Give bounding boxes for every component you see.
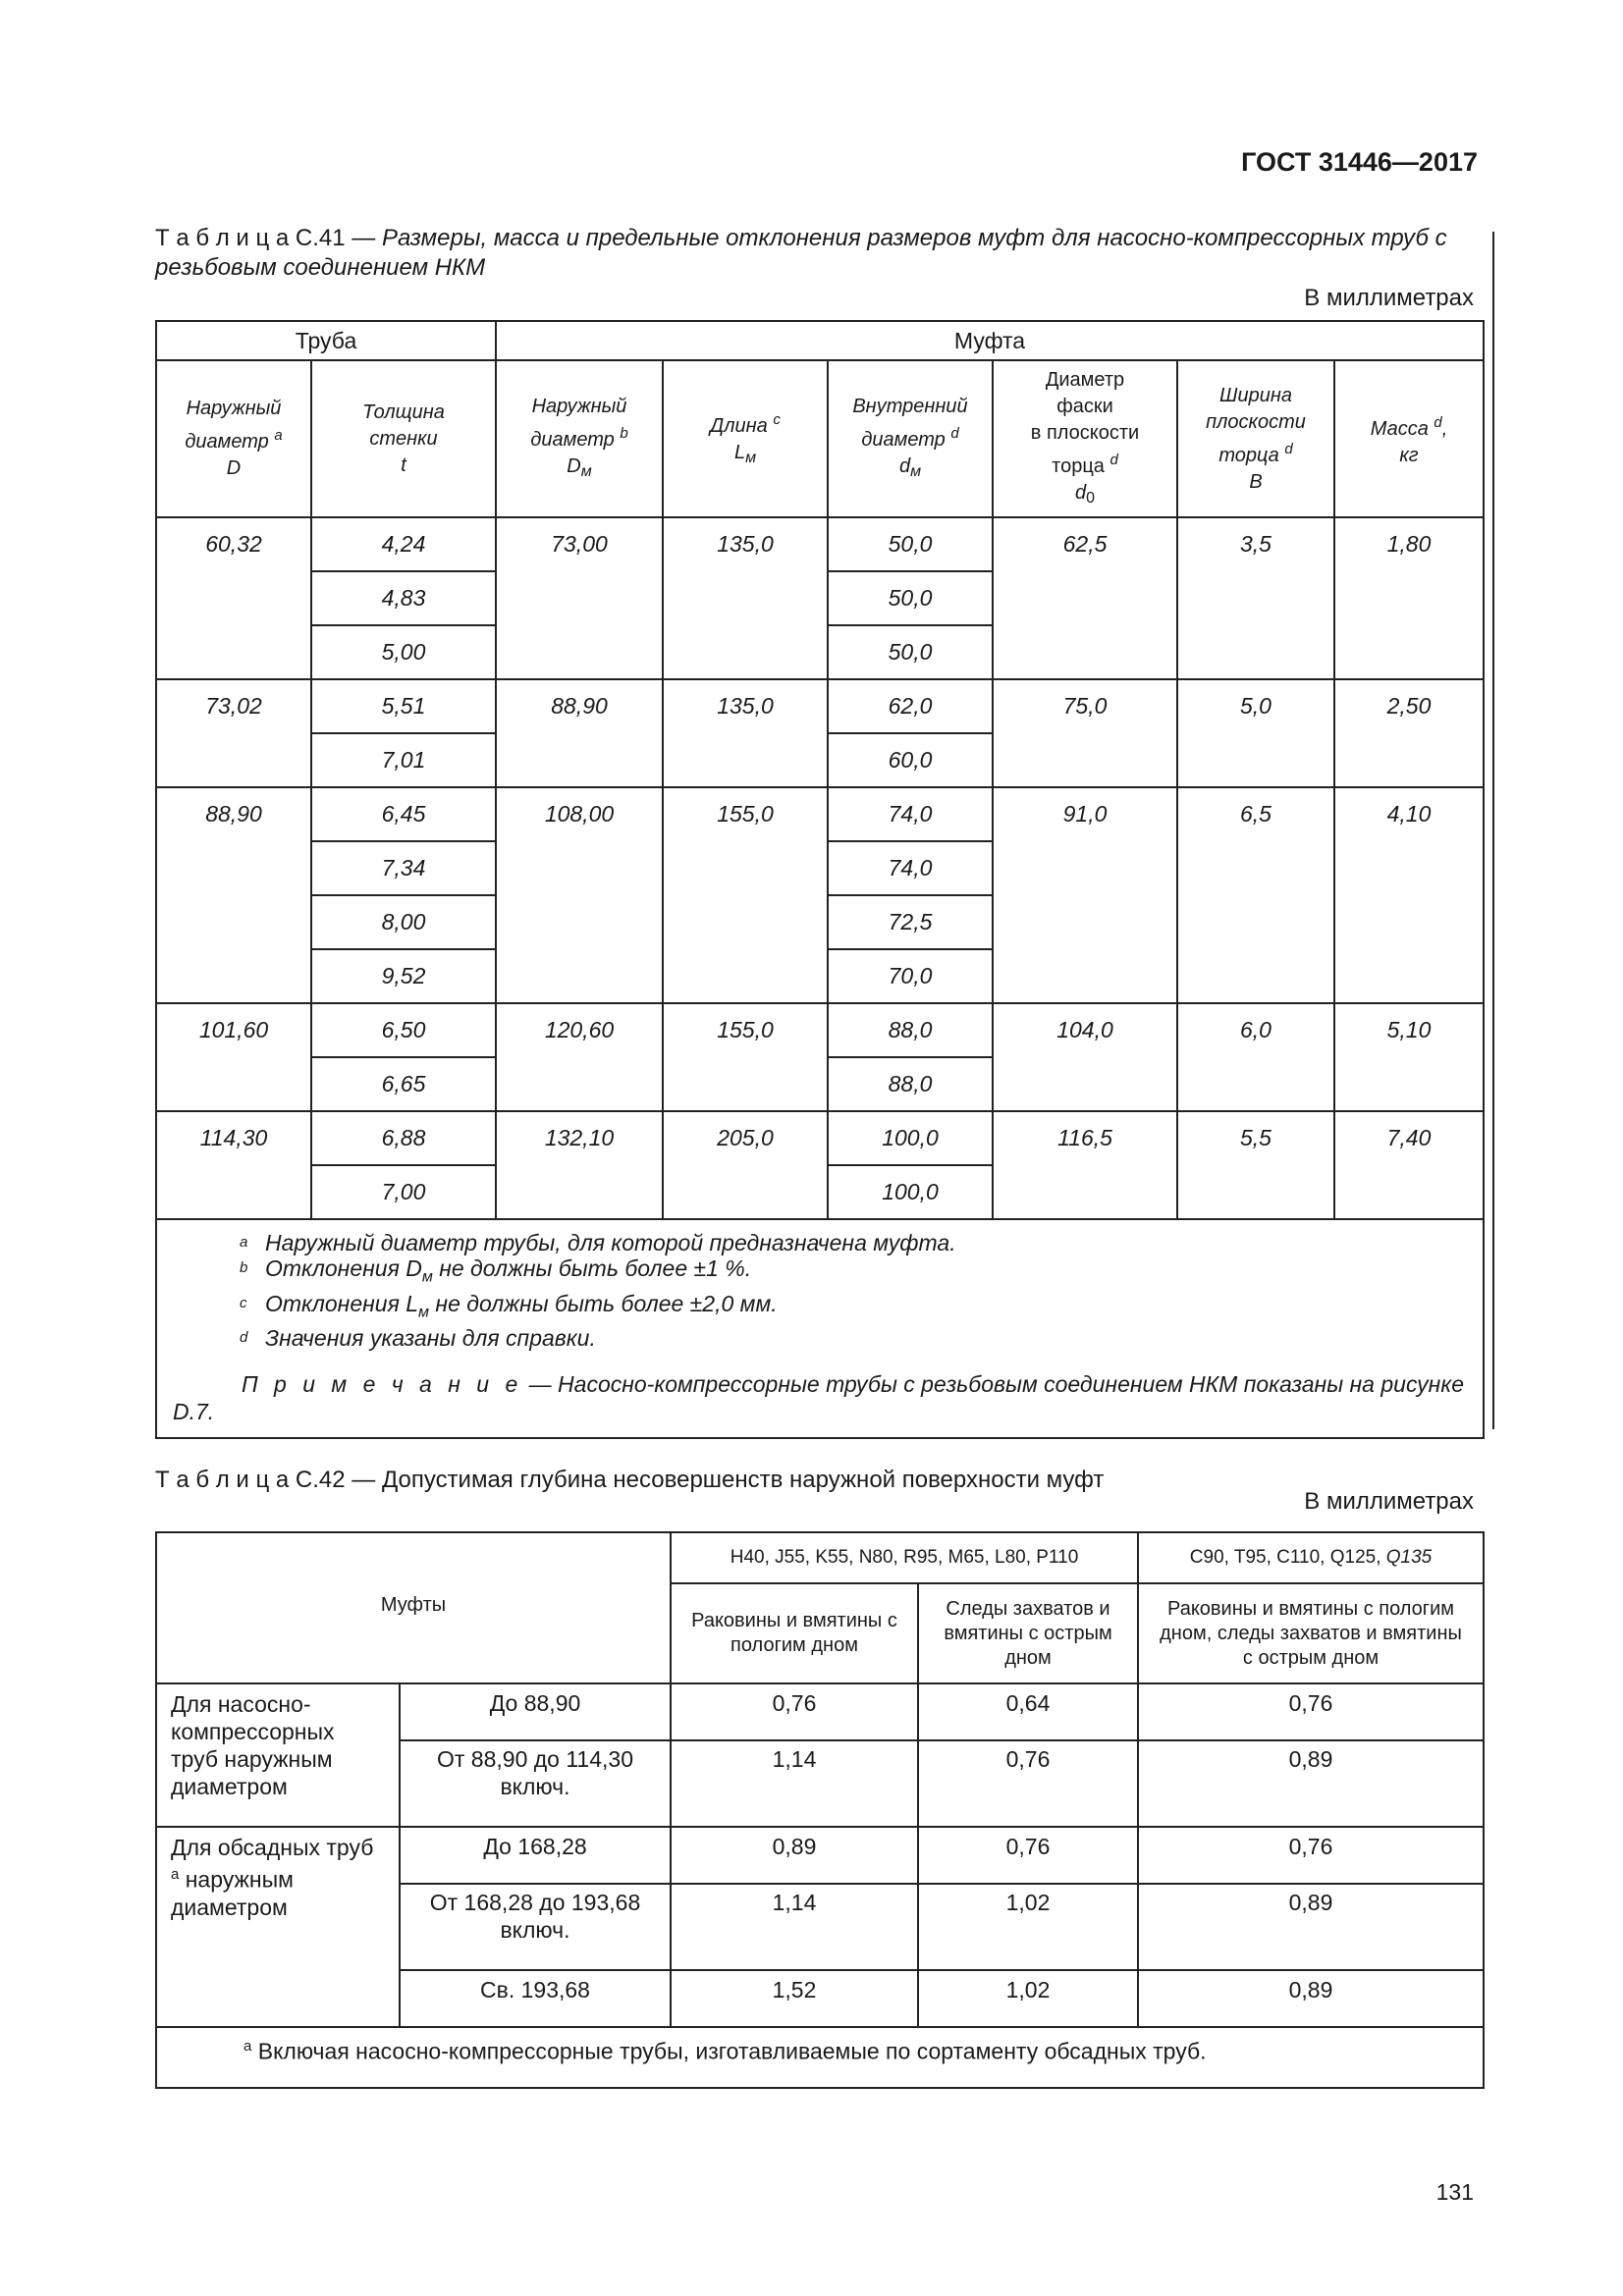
footnote-b: b Отклонения $D_м$ не должны быть более ±1 %. bbox=[240, 1255, 752, 1286]
cell-face-width: 6,5 bbox=[1177, 787, 1334, 1003]
cell-length: 205,0 bbox=[663, 1111, 828, 1219]
cell-inner-diameter: 50,0 bbox=[828, 625, 993, 679]
group-label-casing: Для обсадных труб $^a$ наружным диаметром bbox=[156, 1827, 400, 2027]
cell-face-width: 6,0 bbox=[1177, 1003, 1334, 1111]
cell-value: 1,02 bbox=[918, 1884, 1138, 1970]
cell-range: От 88,90 до 114,30 включ. bbox=[400, 1740, 671, 1827]
cell-bevel: 91,0 bbox=[993, 787, 1177, 1003]
cell-range: Св. 193,68 bbox=[400, 1970, 671, 2027]
cell-value: 0,76 bbox=[671, 1683, 918, 1740]
cell-mass: 7,40 bbox=[1334, 1111, 1484, 1219]
col-wall-thickness: Толщина стенки t bbox=[311, 360, 496, 517]
col-pipe-od: Наружный диаметр $^a$ D bbox=[156, 360, 311, 517]
cell-mass: 4,10 bbox=[1334, 787, 1484, 1003]
cell-value: 0,89 bbox=[671, 1827, 918, 1884]
cell-inner-diameter: 50,0 bbox=[828, 571, 993, 625]
table42-title: Т а б л и ц а С.42 — Допустимая глубина несовершенств наружной поверхности муфт bbox=[155, 1467, 1105, 1493]
table41-title-prefix: Т а б л и ц а С.41 — bbox=[155, 225, 382, 251]
cell-pipe-od: 73,02 bbox=[156, 679, 311, 787]
table-row bbox=[156, 1111, 1484, 1165]
table-row bbox=[156, 1827, 1484, 1884]
cell-inner-diameter: 100,0 bbox=[828, 1165, 993, 1219]
document-header: ГОСТ 31446—2017 bbox=[1241, 147, 1478, 177]
cell-value: 0,76 bbox=[918, 1740, 1138, 1827]
cell-face-width: 5,0 bbox=[1177, 679, 1334, 787]
header-pipe: Труба bbox=[156, 321, 496, 360]
cell-wall: 5,51 bbox=[311, 679, 496, 733]
table41-title-text: Размеры, масса и предельные отклонения размеров муфт для насосно-компрессорных труб с резьбовым соединением НКМ bbox=[155, 225, 1447, 281]
table-row bbox=[156, 787, 1484, 841]
table-row bbox=[156, 679, 1484, 733]
col-length: Длина $^c$ $L_м$ bbox=[663, 360, 828, 517]
table42-units: В миллиметрах bbox=[1304, 1488, 1474, 1515]
cell-length: 155,0 bbox=[663, 787, 828, 1003]
cell-pipe-od: 88,90 bbox=[156, 787, 311, 1003]
cell-length: 135,0 bbox=[663, 517, 828, 679]
header-grade-group1: H40, J55, K55, N80, R95, M65, L80, P110 bbox=[671, 1532, 1138, 1583]
cell-wall: 7,00 bbox=[311, 1165, 496, 1219]
cell-range: До 168,28 bbox=[400, 1827, 671, 1884]
header-sub3: Раковины и вмятины с пологим дном, следы захватов и вмятины с острым дном bbox=[1138, 1583, 1484, 1683]
table-row bbox=[156, 1003, 1484, 1057]
cell-mass: 2,50 bbox=[1334, 679, 1484, 787]
column-headers bbox=[156, 360, 1484, 517]
cell-pipe-od: 60,32 bbox=[156, 517, 311, 679]
cell-inner-diameter: 72,5 bbox=[828, 895, 993, 949]
header-couplings: Муфты bbox=[156, 1532, 671, 1683]
footnote-c: c Отклонения $L_м$ не должны быть более ±2,0 мм. bbox=[240, 1290, 778, 1321]
cell-inner-diameter: 88,0 bbox=[828, 1057, 993, 1111]
cell-coupling-od: 73,00 bbox=[496, 517, 663, 679]
cell-wall: 4,83 bbox=[311, 571, 496, 625]
cell-bevel: 104,0 bbox=[993, 1003, 1177, 1111]
cell-mass: 1,80 bbox=[1334, 517, 1484, 679]
cell-inner-diameter: 50,0 bbox=[828, 517, 993, 571]
table41 bbox=[155, 320, 1485, 1439]
cell-wall: 9,52 bbox=[311, 949, 496, 1003]
cell-wall: 8,00 bbox=[311, 895, 496, 949]
header-grade-group2: C90, T95, C110, Q125, Q135 bbox=[1138, 1532, 1484, 1583]
cell-value: 1,14 bbox=[671, 1884, 918, 1970]
col-coupling-od: Наружный диаметр $^b$ $D_м$ bbox=[496, 360, 663, 517]
cell-bevel: 75,0 bbox=[993, 679, 1177, 787]
col-inner-diameter: Внутренний диаметр $^d$ $d_м$ bbox=[828, 360, 993, 517]
table-row bbox=[156, 1683, 1484, 1740]
cell-inner-diameter: 74,0 bbox=[828, 787, 993, 841]
cell-wall: 6,50 bbox=[311, 1003, 496, 1057]
cell-coupling-od: 132,10 bbox=[496, 1111, 663, 1219]
cell-coupling-od: 88,90 bbox=[496, 679, 663, 787]
cell-wall: 6,45 bbox=[311, 787, 496, 841]
cell-range: До 88,90 bbox=[400, 1683, 671, 1740]
cell-value: 0,64 bbox=[918, 1683, 1138, 1740]
cell-inner-diameter: 100,0 bbox=[828, 1111, 993, 1165]
col-mass: Масса $^d$, кг bbox=[1334, 360, 1484, 517]
footnote-d: d Значения указаны для справки. bbox=[240, 1325, 596, 1352]
header-sub1: Раковины и вмятины с пологим дном bbox=[671, 1583, 918, 1683]
table42 bbox=[155, 1531, 1485, 2089]
cell-wall: 7,34 bbox=[311, 841, 496, 895]
cell-inner-diameter: 60,0 bbox=[828, 733, 993, 787]
cell-bevel: 62,5 bbox=[993, 517, 1177, 679]
header-sub2: Следы захватов и вмятины с острым дном bbox=[918, 1583, 1138, 1683]
cell-wall: 6,88 bbox=[311, 1111, 496, 1165]
cell-coupling-od: 108,00 bbox=[496, 787, 663, 1003]
cell-value: 0,76 bbox=[1138, 1683, 1484, 1740]
table-row bbox=[156, 517, 1484, 571]
cell-value: 1,14 bbox=[671, 1740, 918, 1827]
cell-face-width: 3,5 bbox=[1177, 517, 1334, 679]
cell-bevel: 116,5 bbox=[993, 1111, 1177, 1219]
table41-note: П р и м е ч а н и е — Насосно-компрессорные трубы с резьбовым соединением НКМ показаны на рисунке D.7. bbox=[173, 1371, 1464, 1425]
cell-range: От 168,28 до 193,68 включ. bbox=[400, 1884, 671, 1970]
header-coupling: Муфта bbox=[496, 321, 1484, 360]
cell-value: 0,89 bbox=[1138, 1740, 1484, 1827]
table42-footnote: $^a$ Включая насосно-компрессорные трубы, изготавливаемые по сортаменту обсадных труб. bbox=[156, 2027, 1484, 2088]
cell-inner-diameter: 74,0 bbox=[828, 841, 993, 895]
cell-length: 155,0 bbox=[663, 1003, 828, 1111]
cell-inner-diameter: 62,0 bbox=[828, 679, 993, 733]
cell-value: 0,76 bbox=[918, 1827, 1138, 1884]
cell-length: 135,0 bbox=[663, 679, 828, 787]
change-bar bbox=[1492, 232, 1494, 1429]
col-face-width: Ширина плоскости торца $^d$ B bbox=[1177, 360, 1334, 517]
cell-value: 0,76 bbox=[1138, 1827, 1484, 1884]
cell-inner-diameter: 70,0 bbox=[828, 949, 993, 1003]
cell-inner-diameter: 88,0 bbox=[828, 1003, 993, 1057]
page-number: 131 bbox=[1435, 2179, 1474, 2205]
cell-value: 0,89 bbox=[1138, 1970, 1484, 2027]
cell-pipe-od: 101,60 bbox=[156, 1003, 311, 1111]
cell-mass: 5,10 bbox=[1334, 1003, 1484, 1111]
cell-pipe-od: 114,30 bbox=[156, 1111, 311, 1219]
cell-wall: 7,01 bbox=[311, 733, 496, 787]
cell-value: 1,02 bbox=[918, 1970, 1138, 2027]
cell-wall: 4,24 bbox=[311, 517, 496, 571]
cell-wall: 5,00 bbox=[311, 625, 496, 679]
table41-footnotes bbox=[156, 1219, 1484, 1438]
cell-value: 0,89 bbox=[1138, 1884, 1484, 1970]
cell-face-width: 5,5 bbox=[1177, 1111, 1334, 1219]
cell-wall: 6,65 bbox=[311, 1057, 496, 1111]
col-bevel-diameter: Диаметр фаски в плоскости торца $^d$ $d_0$ bbox=[993, 360, 1177, 517]
cell-value: 1,52 bbox=[671, 1970, 918, 2027]
footnote-a: a Наружный диаметр трубы, для которой предназначена муфта. bbox=[240, 1230, 956, 1255]
table41-title bbox=[155, 224, 1471, 283]
cell-coupling-od: 120,60 bbox=[496, 1003, 663, 1111]
group-label-tubing: Для насосно-компрессорных труб наружным диаметром bbox=[156, 1683, 400, 1827]
table41-units: В миллиметрах bbox=[1304, 285, 1474, 311]
